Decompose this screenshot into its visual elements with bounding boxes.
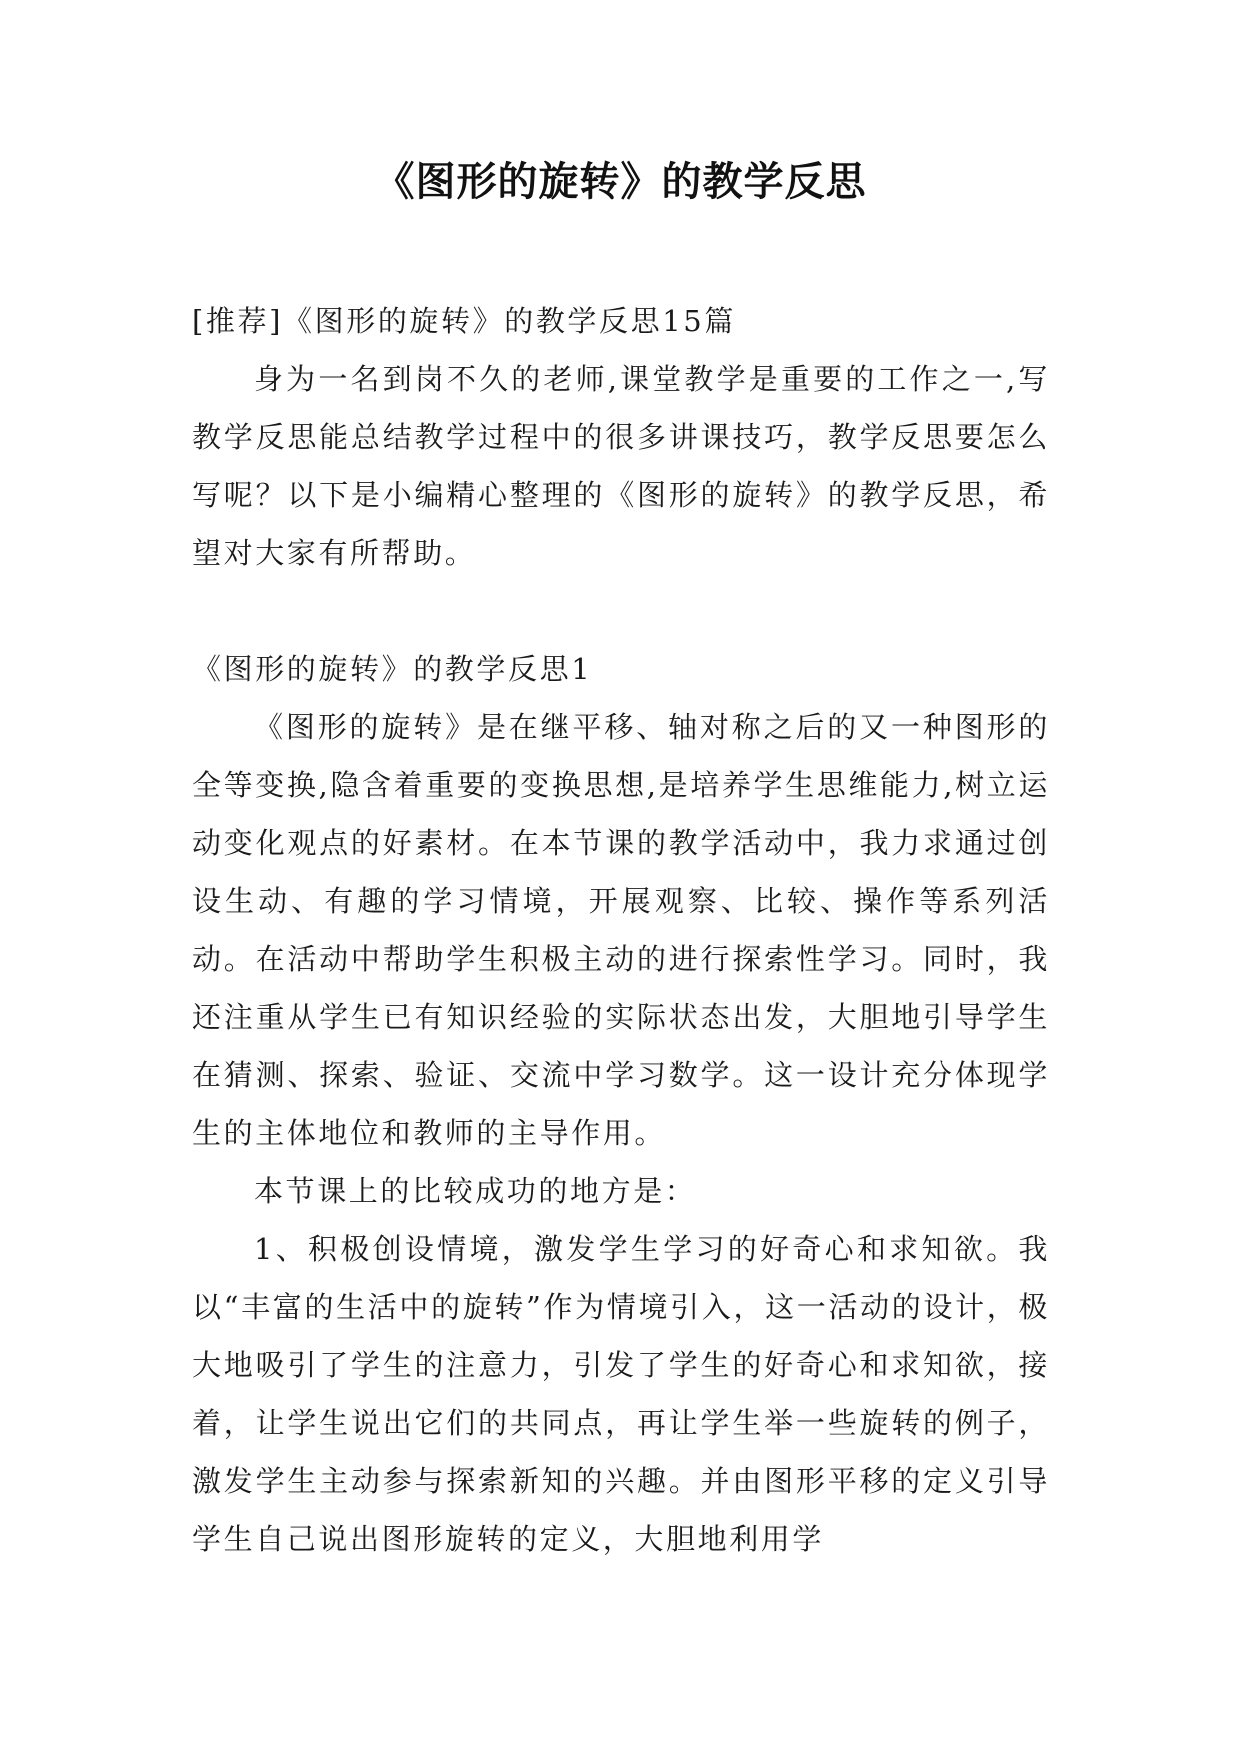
document-subtitle: [推荐]《图形的旋转》的教学反思15篇 — [192, 304, 736, 338]
document-body — [192, 292, 1050, 1568]
section-paragraph-2: 本节课上的比较成功的地方是： — [254, 1174, 697, 1208]
document-title: 《图形的旋转》的教学反思 — [374, 159, 867, 205]
section-paragraph-1: 《图形的旋转》是在继平移、轴对称之后的又一种图形的全等变换,隐含着重要的变换思想,是培养学生思维能力,树立运动变化观点的好素材。在本节课的教学活动中，我力求通过创设生动、有趣的学习情境，开展观察、比较、操作等系列活动。在活动中帮助学生积极主动的进行探索性学习。同时，我还注重从学生已有知识经验的实际状态出发，大胆地引导学生在猜测、探索、验证、交流中学习数学。这一设计充分体现学生的主体地位和教师的主导作用。 — [192, 710, 1050, 1150]
intro-paragraph: 身为一名到岗不久的老师,课堂教学是重要的工作之一,写教学反思能总结教学过程中的很多讲课技巧，教学反思要怎么写呢？以下是小编精心整理的《图形的旋转》的教学反思，希望对大家有所帮助。 — [192, 362, 1050, 570]
section-spacer — [192, 582, 1050, 640]
section-heading: 《图形的旋转》的教学反思1 — [192, 652, 593, 686]
section-paragraph-3: 1、积极创设情境，激发学生学习的好奇心和求知欲。我以“丰富的生活中的旋转”作为情境引入，这一活动的设计，极大地吸引了学生的注意力，引发了学生的好奇心和求知欲，接着，让学生说出它们的共同点，再让学生举一些旋转的例子，激发学生主动参与探索新知的兴趣。并由图形平移的定义引导学生自己说出图形旋转的定义，大胆地利用学 — [192, 1232, 1050, 1556]
